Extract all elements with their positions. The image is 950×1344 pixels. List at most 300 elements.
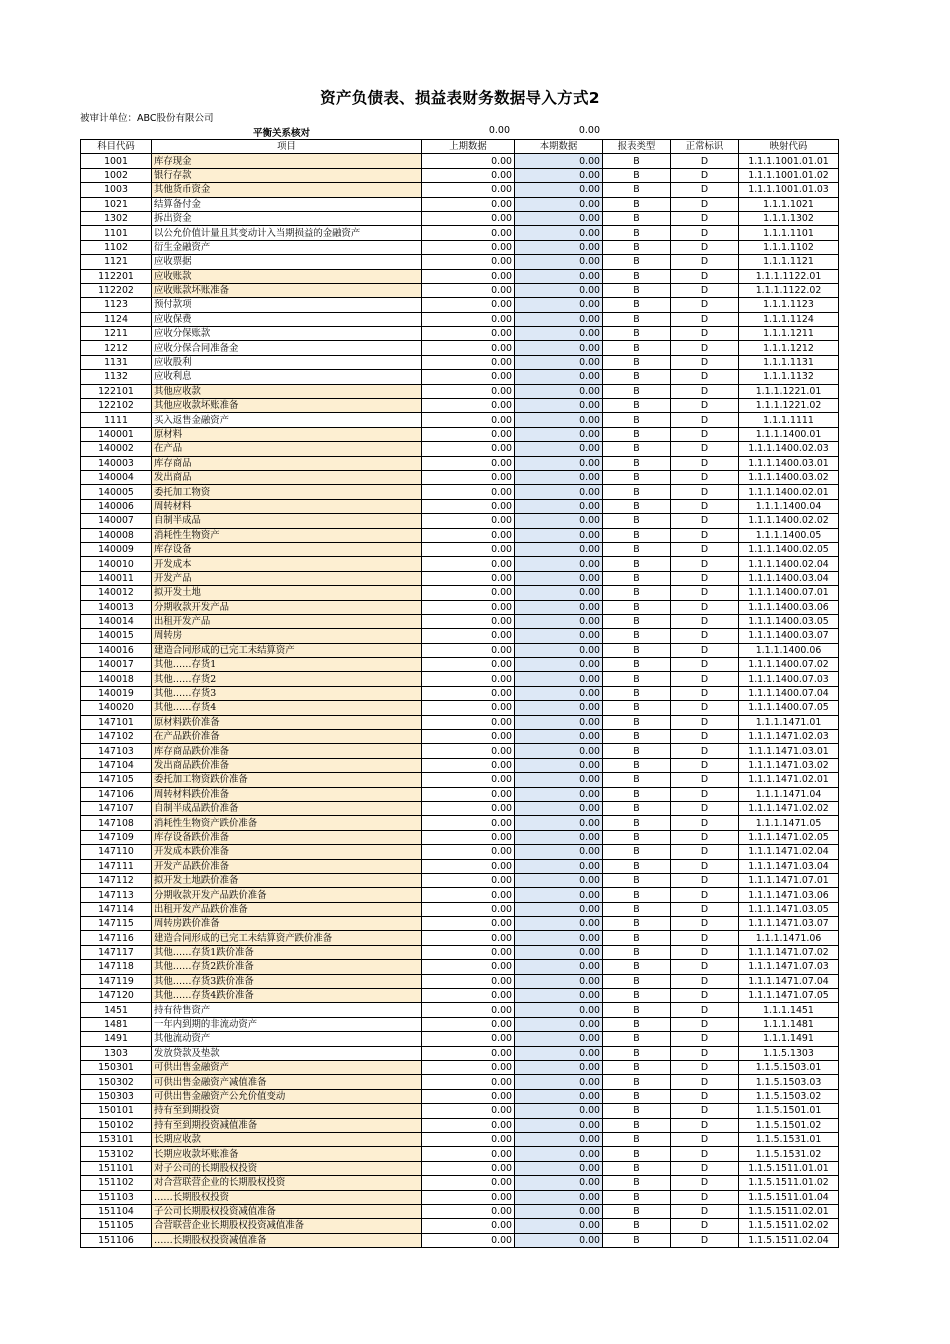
- cell-mapping-code[interactable]: 1.1.1.1400.04: [739, 499, 839, 513]
- cell-report-type[interactable]: B: [603, 283, 671, 297]
- cell-mapping-code[interactable]: 1.1.1.1131: [739, 355, 839, 369]
- cell-mapping-code[interactable]: 1.1.1.1132: [739, 370, 839, 384]
- cell-mapping-code[interactable]: 1.1.1.1471.06: [739, 931, 839, 945]
- cell-report-type[interactable]: B: [603, 614, 671, 628]
- cell-subject-code[interactable]: 150102: [81, 1118, 152, 1132]
- cell-current-value[interactable]: 0.00: [515, 269, 603, 283]
- cell-report-type[interactable]: B: [603, 255, 671, 269]
- cell-item-name[interactable]: 其他……存货4: [152, 701, 422, 715]
- cell-current-value[interactable]: 0.00: [515, 1132, 603, 1146]
- cell-normal-flag[interactable]: D: [671, 1089, 739, 1103]
- cell-normal-flag[interactable]: D: [671, 183, 739, 197]
- cell-normal-flag[interactable]: D: [671, 557, 739, 571]
- cell-report-type[interactable]: B: [603, 902, 671, 916]
- cell-item-name[interactable]: 分期收款开发产品: [152, 600, 422, 614]
- cell-prev-value[interactable]: 0.00: [422, 672, 515, 686]
- header-normal-flag[interactable]: 正常标识: [671, 140, 739, 154]
- cell-prev-value[interactable]: 0.00: [422, 168, 515, 182]
- cell-mapping-code[interactable]: 1.1.1.1471.03.02: [739, 758, 839, 772]
- cell-normal-flag[interactable]: D: [671, 341, 739, 355]
- cell-current-value[interactable]: 0.00: [515, 1161, 603, 1175]
- header-mapping-code[interactable]: 映射代码: [739, 140, 839, 154]
- cell-report-type[interactable]: B: [603, 1046, 671, 1060]
- cell-item-name[interactable]: 分期收款开发产品跌价准备: [152, 888, 422, 902]
- cell-mapping-code[interactable]: 1.1.1.1302: [739, 211, 839, 225]
- cell-prev-value[interactable]: 0.00: [422, 413, 515, 427]
- cell-subject-code[interactable]: 1121: [81, 255, 152, 269]
- cell-prev-value[interactable]: 0.00: [422, 312, 515, 326]
- cell-mapping-code[interactable]: 1.1.1.1471.07.03: [739, 960, 839, 974]
- cell-report-type[interactable]: B: [603, 1061, 671, 1075]
- cell-normal-flag[interactable]: D: [671, 744, 739, 758]
- cell-prev-value[interactable]: 0.00: [422, 773, 515, 787]
- cell-subject-code[interactable]: 1131: [81, 355, 152, 369]
- cell-normal-flag[interactable]: D: [671, 442, 739, 456]
- cell-item-name[interactable]: 应收账款: [152, 269, 422, 283]
- cell-prev-value[interactable]: 0.00: [422, 1089, 515, 1103]
- cell-subject-code[interactable]: 153102: [81, 1147, 152, 1161]
- cell-current-value[interactable]: 0.00: [515, 715, 603, 729]
- cell-current-value[interactable]: 0.00: [515, 1190, 603, 1204]
- cell-subject-code[interactable]: 140013: [81, 600, 152, 614]
- cell-mapping-code[interactable]: 1.1.1.1471.01: [739, 715, 839, 729]
- cell-mapping-code[interactable]: 1.1.1.1471.05: [739, 816, 839, 830]
- cell-subject-code[interactable]: 151102: [81, 1176, 152, 1190]
- cell-item-name[interactable]: 其他……存货4跌价准备: [152, 989, 422, 1003]
- cell-normal-flag[interactable]: D: [671, 571, 739, 585]
- cell-item-name[interactable]: 库存设备: [152, 542, 422, 556]
- cell-current-value[interactable]: 0.00: [515, 154, 603, 168]
- cell-mapping-code[interactable]: 1.1.1.1400.07.05: [739, 701, 839, 715]
- cell-current-value[interactable]: 0.00: [515, 931, 603, 945]
- cell-prev-value[interactable]: 0.00: [422, 341, 515, 355]
- cell-item-name[interactable]: 库存商品跌价准备: [152, 744, 422, 758]
- cell-current-value[interactable]: 0.00: [515, 370, 603, 384]
- cell-item-name[interactable]: 周转材料跌价准备: [152, 787, 422, 801]
- cell-item-name[interactable]: 其他应收款坏账准备: [152, 399, 422, 413]
- cell-item-name[interactable]: 自制半成品跌价准备: [152, 801, 422, 815]
- cell-subject-code[interactable]: 151106: [81, 1233, 152, 1247]
- cell-normal-flag[interactable]: D: [671, 701, 739, 715]
- cell-item-name[interactable]: 结算备付金: [152, 197, 422, 211]
- cell-normal-flag[interactable]: D: [671, 715, 739, 729]
- cell-report-type[interactable]: B: [603, 327, 671, 341]
- cell-report-type[interactable]: B: [603, 931, 671, 945]
- cell-item-name[interactable]: 其他……存货2跌价准备: [152, 960, 422, 974]
- cell-item-name[interactable]: 可供出售金融资产: [152, 1061, 422, 1075]
- cell-item-name[interactable]: 买入返售金融资产: [152, 413, 422, 427]
- cell-prev-value[interactable]: 0.00: [422, 1176, 515, 1190]
- cell-current-value[interactable]: 0.00: [515, 312, 603, 326]
- cell-mapping-code[interactable]: 1.1.5.1501.01: [739, 1104, 839, 1118]
- cell-subject-code[interactable]: 140006: [81, 499, 152, 513]
- cell-current-value[interactable]: 0.00: [515, 701, 603, 715]
- cell-prev-value[interactable]: 0.00: [422, 816, 515, 830]
- cell-normal-flag[interactable]: D: [671, 1204, 739, 1218]
- cell-normal-flag[interactable]: D: [671, 470, 739, 484]
- cell-prev-value[interactable]: 0.00: [422, 643, 515, 657]
- cell-current-value[interactable]: 0.00: [515, 542, 603, 556]
- cell-subject-code[interactable]: 1303: [81, 1046, 152, 1060]
- cell-subject-code[interactable]: 147119: [81, 974, 152, 988]
- cell-current-value[interactable]: 0.00: [515, 1061, 603, 1075]
- cell-item-name[interactable]: 库存现金: [152, 154, 422, 168]
- cell-item-name[interactable]: 拟开发土地跌价准备: [152, 873, 422, 887]
- cell-prev-value[interactable]: 0.00: [422, 686, 515, 700]
- cell-item-name[interactable]: 周转房跌价准备: [152, 917, 422, 931]
- cell-item-name[interactable]: 以公允价值计量且其变动计入当期损益的金融资产: [152, 226, 422, 240]
- cell-item-name[interactable]: 一年内到期的非流动资产: [152, 1017, 422, 1031]
- cell-report-type[interactable]: B: [603, 211, 671, 225]
- cell-normal-flag[interactable]: D: [671, 730, 739, 744]
- cell-current-value[interactable]: 0.00: [515, 183, 603, 197]
- cell-prev-value[interactable]: 0.00: [422, 211, 515, 225]
- cell-report-type[interactable]: B: [603, 456, 671, 470]
- balance-check-current-value[interactable]: 0.00: [578, 125, 600, 136]
- cell-subject-code[interactable]: 140001: [81, 427, 152, 441]
- cell-mapping-code[interactable]: 1.1.1.1471.02.02: [739, 801, 839, 815]
- cell-item-name[interactable]: 拟开发土地: [152, 586, 422, 600]
- cell-prev-value[interactable]: 0.00: [422, 485, 515, 499]
- cell-report-type[interactable]: B: [603, 873, 671, 887]
- cell-subject-code[interactable]: 140016: [81, 643, 152, 657]
- cell-current-value[interactable]: 0.00: [515, 945, 603, 959]
- cell-prev-value[interactable]: 0.00: [422, 542, 515, 556]
- cell-item-name[interactable]: 应收股利: [152, 355, 422, 369]
- cell-normal-flag[interactable]: D: [671, 154, 739, 168]
- cell-normal-flag[interactable]: D: [671, 1219, 739, 1233]
- cell-mapping-code[interactable]: 1.1.1.1400.07.01: [739, 586, 839, 600]
- cell-current-value[interactable]: 0.00: [515, 859, 603, 873]
- cell-normal-flag[interactable]: D: [671, 283, 739, 297]
- cell-subject-code[interactable]: 147104: [81, 758, 152, 772]
- cell-current-value[interactable]: 0.00: [515, 960, 603, 974]
- cell-report-type[interactable]: B: [603, 600, 671, 614]
- cell-item-name[interactable]: 可供出售金融资产减值准备: [152, 1075, 422, 1089]
- cell-current-value[interactable]: 0.00: [515, 974, 603, 988]
- balance-check-prev-value[interactable]: 0.00: [488, 125, 510, 136]
- cell-mapping-code[interactable]: 1.1.1.1021: [739, 197, 839, 211]
- cell-current-value[interactable]: 0.00: [515, 442, 603, 456]
- cell-current-value[interactable]: 0.00: [515, 1147, 603, 1161]
- cell-current-value[interactable]: 0.00: [515, 384, 603, 398]
- cell-normal-flag[interactable]: D: [671, 1147, 739, 1161]
- header-item[interactable]: 项目: [152, 140, 422, 154]
- cell-prev-value[interactable]: 0.00: [422, 283, 515, 297]
- cell-normal-flag[interactable]: D: [671, 399, 739, 413]
- cell-report-type[interactable]: B: [603, 312, 671, 326]
- cell-prev-value[interactable]: 0.00: [422, 960, 515, 974]
- cell-subject-code[interactable]: 140020: [81, 701, 152, 715]
- cell-item-name[interactable]: 应收分保合同准备金: [152, 341, 422, 355]
- cell-item-name[interactable]: 发出商品跌价准备: [152, 758, 422, 772]
- cell-mapping-code[interactable]: 1.1.1.1471.03.07: [739, 917, 839, 931]
- cell-prev-value[interactable]: 0.00: [422, 1132, 515, 1146]
- cell-normal-flag[interactable]: D: [671, 845, 739, 859]
- cell-report-type[interactable]: B: [603, 413, 671, 427]
- cell-report-type[interactable]: B: [603, 269, 671, 283]
- cell-current-value[interactable]: 0.00: [515, 830, 603, 844]
- cell-prev-value[interactable]: 0.00: [422, 514, 515, 528]
- cell-current-value[interactable]: 0.00: [515, 917, 603, 931]
- cell-report-type[interactable]: B: [603, 557, 671, 571]
- cell-current-value[interactable]: 0.00: [515, 413, 603, 427]
- cell-current-value[interactable]: 0.00: [515, 557, 603, 571]
- cell-report-type[interactable]: B: [603, 917, 671, 931]
- cell-mapping-code[interactable]: 1.1.1.1471.03.04: [739, 859, 839, 873]
- cell-report-type[interactable]: B: [603, 183, 671, 197]
- cell-prev-value[interactable]: 0.00: [422, 1075, 515, 1089]
- cell-mapping-code[interactable]: 1.1.1.1471.02.04: [739, 845, 839, 859]
- cell-normal-flag[interactable]: D: [671, 1104, 739, 1118]
- cell-subject-code[interactable]: 147103: [81, 744, 152, 758]
- cell-normal-flag[interactable]: D: [671, 758, 739, 772]
- cell-mapping-code[interactable]: 1.1.1.1400.02.03: [739, 442, 839, 456]
- cell-normal-flag[interactable]: D: [671, 830, 739, 844]
- cell-item-name[interactable]: 长期应收款: [152, 1132, 422, 1146]
- cell-current-value[interactable]: 0.00: [515, 773, 603, 787]
- cell-mapping-code[interactable]: 1.1.1.1400.03.07: [739, 629, 839, 643]
- cell-report-type[interactable]: B: [603, 1190, 671, 1204]
- cell-mapping-code[interactable]: 1.1.1.1471.07.05: [739, 989, 839, 1003]
- cell-mapping-code[interactable]: 1.1.1.1471.02.05: [739, 830, 839, 844]
- cell-report-type[interactable]: B: [603, 355, 671, 369]
- cell-prev-value[interactable]: 0.00: [422, 888, 515, 902]
- cell-normal-flag[interactable]: D: [671, 528, 739, 542]
- cell-normal-flag[interactable]: D: [671, 269, 739, 283]
- cell-current-value[interactable]: 0.00: [515, 341, 603, 355]
- cell-report-type[interactable]: B: [603, 1104, 671, 1118]
- cell-report-type[interactable]: B: [603, 816, 671, 830]
- cell-mapping-code[interactable]: 1.1.1.1400.05: [739, 528, 839, 542]
- cell-subject-code[interactable]: 112202: [81, 283, 152, 297]
- cell-current-value[interactable]: 0.00: [515, 456, 603, 470]
- cell-subject-code[interactable]: 140014: [81, 614, 152, 628]
- cell-subject-code[interactable]: 140002: [81, 442, 152, 456]
- cell-mapping-code[interactable]: 1.1.1.1400.01: [739, 427, 839, 441]
- cell-report-type[interactable]: B: [603, 1003, 671, 1017]
- cell-prev-value[interactable]: 0.00: [422, 370, 515, 384]
- cell-current-value[interactable]: 0.00: [515, 1204, 603, 1218]
- cell-normal-flag[interactable]: D: [671, 355, 739, 369]
- cell-normal-flag[interactable]: D: [671, 514, 739, 528]
- cell-prev-value[interactable]: 0.00: [422, 744, 515, 758]
- cell-mapping-code[interactable]: 1.1.1.1400.02.02: [739, 514, 839, 528]
- cell-report-type[interactable]: B: [603, 154, 671, 168]
- cell-prev-value[interactable]: 0.00: [422, 1147, 515, 1161]
- cell-prev-value[interactable]: 0.00: [422, 384, 515, 398]
- cell-subject-code[interactable]: 147113: [81, 888, 152, 902]
- cell-item-name[interactable]: 预付款项: [152, 298, 422, 312]
- cell-current-value[interactable]: 0.00: [515, 1003, 603, 1017]
- cell-normal-flag[interactable]: D: [671, 298, 739, 312]
- cell-prev-value[interactable]: 0.00: [422, 557, 515, 571]
- cell-item-name[interactable]: ……长期股权投资: [152, 1190, 422, 1204]
- cell-subject-code[interactable]: 140012: [81, 586, 152, 600]
- cell-report-type[interactable]: B: [603, 658, 671, 672]
- cell-current-value[interactable]: 0.00: [515, 226, 603, 240]
- cell-report-type[interactable]: B: [603, 197, 671, 211]
- cell-current-value[interactable]: 0.00: [515, 989, 603, 1003]
- cell-item-name[interactable]: 周转材料: [152, 499, 422, 513]
- cell-prev-value[interactable]: 0.00: [422, 327, 515, 341]
- cell-mapping-code[interactable]: 1.1.1.1471.03.05: [739, 902, 839, 916]
- cell-normal-flag[interactable]: D: [671, 456, 739, 470]
- cell-report-type[interactable]: B: [603, 399, 671, 413]
- cell-item-name[interactable]: 持有待售资产: [152, 1003, 422, 1017]
- cell-normal-flag[interactable]: D: [671, 614, 739, 628]
- cell-prev-value[interactable]: 0.00: [422, 658, 515, 672]
- cell-item-name[interactable]: 其他流动资产: [152, 1032, 422, 1046]
- cell-item-name[interactable]: 持有至到期投资: [152, 1104, 422, 1118]
- cell-report-type[interactable]: B: [603, 629, 671, 643]
- cell-item-name[interactable]: 应收账款坏账准备: [152, 283, 422, 297]
- cell-subject-code[interactable]: 140003: [81, 456, 152, 470]
- cell-normal-flag[interactable]: D: [671, 1233, 739, 1247]
- cell-report-type[interactable]: B: [603, 485, 671, 499]
- cell-item-name[interactable]: 建造合同形成的已完工未结算资产: [152, 643, 422, 657]
- cell-mapping-code[interactable]: 1.1.1.1471.03.01: [739, 744, 839, 758]
- cell-mapping-code[interactable]: 1.1.1.1101: [739, 226, 839, 240]
- cell-subject-code[interactable]: 1002: [81, 168, 152, 182]
- cell-prev-value[interactable]: 0.00: [422, 571, 515, 585]
- cell-normal-flag[interactable]: D: [671, 629, 739, 643]
- cell-subject-code[interactable]: 140011: [81, 571, 152, 585]
- cell-mapping-code[interactable]: 1.1.1.1400.02.01: [739, 485, 839, 499]
- cell-report-type[interactable]: B: [603, 1032, 671, 1046]
- cell-mapping-code[interactable]: 1.1.5.1511.02.04: [739, 1233, 839, 1247]
- cell-normal-flag[interactable]: D: [671, 945, 739, 959]
- cell-mapping-code[interactable]: 1.1.1.1471.02.01: [739, 773, 839, 787]
- cell-normal-flag[interactable]: D: [671, 413, 739, 427]
- cell-prev-value[interactable]: 0.00: [422, 456, 515, 470]
- cell-report-type[interactable]: B: [603, 499, 671, 513]
- cell-normal-flag[interactable]: D: [671, 1046, 739, 1060]
- cell-subject-code[interactable]: 1302: [81, 211, 152, 225]
- cell-report-type[interactable]: B: [603, 888, 671, 902]
- cell-mapping-code[interactable]: 1.1.1.1221.01: [739, 384, 839, 398]
- cell-mapping-code[interactable]: 1.1.1.1471.07.04: [739, 974, 839, 988]
- cell-normal-flag[interactable]: D: [671, 499, 739, 513]
- cell-item-name[interactable]: 开发成本跌价准备: [152, 845, 422, 859]
- cell-mapping-code[interactable]: 1.1.1.1001.01.01: [739, 154, 839, 168]
- cell-normal-flag[interactable]: D: [671, 658, 739, 672]
- cell-report-type[interactable]: B: [603, 744, 671, 758]
- cell-normal-flag[interactable]: D: [671, 1118, 739, 1132]
- cell-report-type[interactable]: B: [603, 514, 671, 528]
- cell-mapping-code[interactable]: 1.1.5.1511.02.02: [739, 1219, 839, 1233]
- cell-current-value[interactable]: 0.00: [515, 168, 603, 182]
- cell-report-type[interactable]: B: [603, 1204, 671, 1218]
- cell-prev-value[interactable]: 0.00: [422, 586, 515, 600]
- cell-normal-flag[interactable]: D: [671, 1075, 739, 1089]
- cell-mapping-code[interactable]: 1.1.1.1400.02.04: [739, 557, 839, 571]
- cell-item-name[interactable]: 其他……存货2: [152, 672, 422, 686]
- cell-current-value[interactable]: 0.00: [515, 672, 603, 686]
- cell-subject-code[interactable]: 147117: [81, 945, 152, 959]
- cell-item-name[interactable]: 应收保费: [152, 312, 422, 326]
- cell-subject-code[interactable]: 122102: [81, 399, 152, 413]
- cell-normal-flag[interactable]: D: [671, 427, 739, 441]
- cell-normal-flag[interactable]: D: [671, 1132, 739, 1146]
- cell-normal-flag[interactable]: D: [671, 1190, 739, 1204]
- cell-report-type[interactable]: B: [603, 773, 671, 787]
- cell-normal-flag[interactable]: D: [671, 888, 739, 902]
- cell-prev-value[interactable]: 0.00: [422, 629, 515, 643]
- cell-current-value[interactable]: 0.00: [515, 614, 603, 628]
- cell-item-name[interactable]: 自制半成品: [152, 514, 422, 528]
- cell-prev-value[interactable]: 0.00: [422, 355, 515, 369]
- cell-subject-code[interactable]: 151101: [81, 1161, 152, 1175]
- cell-normal-flag[interactable]: D: [671, 902, 739, 916]
- cell-item-name[interactable]: 发出商品: [152, 470, 422, 484]
- cell-current-value[interactable]: 0.00: [515, 758, 603, 772]
- cell-subject-code[interactable]: 1132: [81, 370, 152, 384]
- cell-mapping-code[interactable]: 1.1.1.1471.07.01: [739, 873, 839, 887]
- cell-report-type[interactable]: B: [603, 1219, 671, 1233]
- cell-report-type[interactable]: B: [603, 787, 671, 801]
- cell-subject-code[interactable]: 147110: [81, 845, 152, 859]
- cell-subject-code[interactable]: 1102: [81, 240, 152, 254]
- cell-report-type[interactable]: B: [603, 672, 671, 686]
- cell-normal-flag[interactable]: D: [671, 873, 739, 887]
- cell-item-name[interactable]: 开发成本: [152, 557, 422, 571]
- cell-item-name[interactable]: 银行存款: [152, 168, 422, 182]
- cell-prev-value[interactable]: 0.00: [422, 600, 515, 614]
- cell-report-type[interactable]: B: [603, 1233, 671, 1247]
- cell-prev-value[interactable]: 0.00: [422, 701, 515, 715]
- cell-item-name[interactable]: 其他货币资金: [152, 183, 422, 197]
- cell-mapping-code[interactable]: 1.1.1.1123: [739, 298, 839, 312]
- cell-prev-value[interactable]: 0.00: [422, 1204, 515, 1218]
- cell-prev-value[interactable]: 0.00: [422, 845, 515, 859]
- cell-item-name[interactable]: 应收票据: [152, 255, 422, 269]
- cell-mapping-code[interactable]: 1.1.1.1400.03.05: [739, 614, 839, 628]
- cell-current-value[interactable]: 0.00: [515, 686, 603, 700]
- cell-subject-code[interactable]: 1001: [81, 154, 152, 168]
- cell-subject-code[interactable]: 140017: [81, 658, 152, 672]
- cell-prev-value[interactable]: 0.00: [422, 873, 515, 887]
- cell-current-value[interactable]: 0.00: [515, 816, 603, 830]
- cell-report-type[interactable]: B: [603, 715, 671, 729]
- cell-current-value[interactable]: 0.00: [515, 1104, 603, 1118]
- cell-item-name[interactable]: 其他应收款: [152, 384, 422, 398]
- cell-mapping-code[interactable]: 1.1.5.1531.02: [739, 1147, 839, 1161]
- cell-item-name[interactable]: 开发产品跌价准备: [152, 859, 422, 873]
- cell-subject-code[interactable]: 140005: [81, 485, 152, 499]
- cell-subject-code[interactable]: 150101: [81, 1104, 152, 1118]
- cell-current-value[interactable]: 0.00: [515, 485, 603, 499]
- cell-normal-flag[interactable]: D: [671, 787, 739, 801]
- cell-prev-value[interactable]: 0.00: [422, 1046, 515, 1060]
- cell-item-name[interactable]: 长期应收款坏账准备: [152, 1147, 422, 1161]
- cell-mapping-code[interactable]: 1.1.5.1511.01.01: [739, 1161, 839, 1175]
- cell-item-name[interactable]: 发放贷款及垫款: [152, 1046, 422, 1060]
- cell-prev-value[interactable]: 0.00: [422, 1017, 515, 1031]
- cell-subject-code[interactable]: 1211: [81, 327, 152, 341]
- cell-report-type[interactable]: B: [603, 470, 671, 484]
- cell-mapping-code[interactable]: 1.1.1.1211: [739, 327, 839, 341]
- cell-current-value[interactable]: 0.00: [515, 499, 603, 513]
- cell-item-name[interactable]: 消耗性生物资产跌价准备: [152, 816, 422, 830]
- cell-item-name[interactable]: 可供出售金融资产公允价值变动: [152, 1089, 422, 1103]
- cell-subject-code[interactable]: 147120: [81, 989, 152, 1003]
- cell-current-value[interactable]: 0.00: [515, 643, 603, 657]
- cell-item-name[interactable]: 其他……存货3: [152, 686, 422, 700]
- cell-normal-flag[interactable]: D: [671, 1176, 739, 1190]
- cell-prev-value[interactable]: 0.00: [422, 1061, 515, 1075]
- cell-subject-code[interactable]: 151104: [81, 1204, 152, 1218]
